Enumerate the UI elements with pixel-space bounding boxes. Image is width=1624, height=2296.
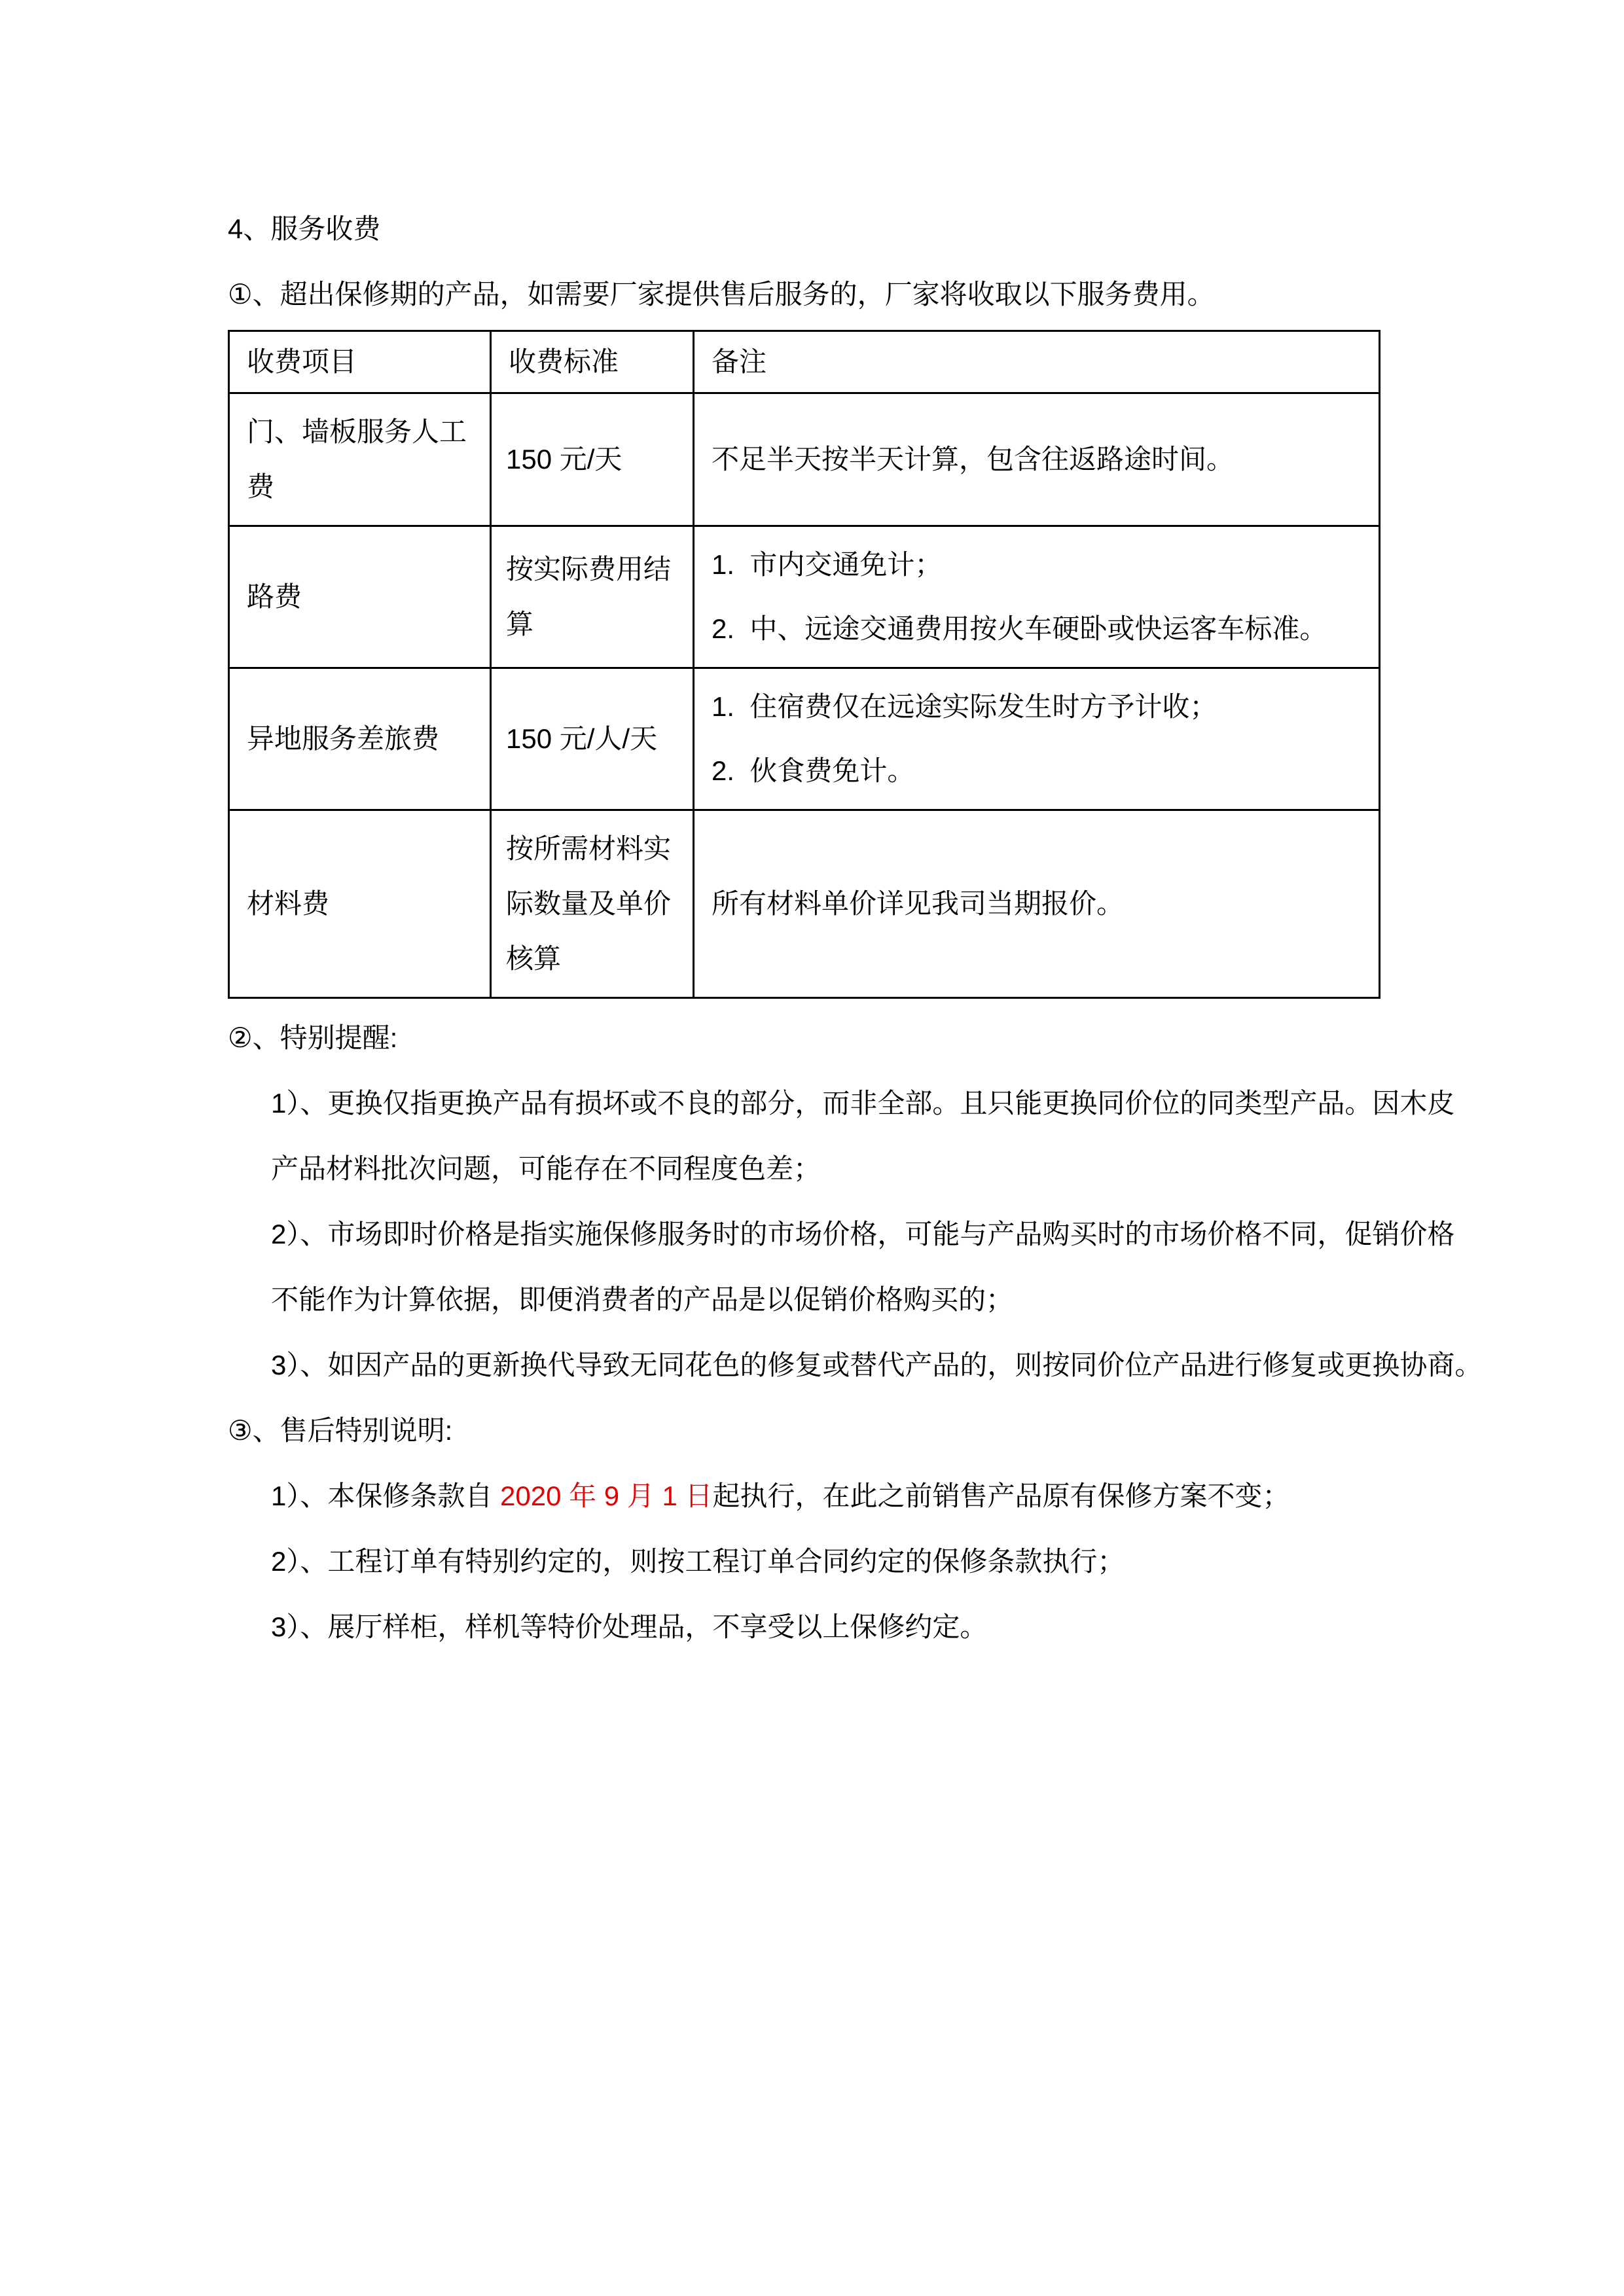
- header-remark: 备注: [694, 331, 1380, 393]
- table-row: [229, 668, 1380, 810]
- list-item-line: 不能作为计算依据，即便消费者的产品是以促销价格购买的；: [271, 1284, 1014, 1315]
- after-sales-list: [271, 1463, 1537, 1660]
- remark-line: 1. 市内交通免计；: [712, 549, 943, 580]
- clause-text: 1）、本保修条款自: [271, 1480, 501, 1511]
- list-item: 3）、展厅样柜，样机等特价处理品，不享受以上保修约定。: [271, 1611, 988, 1642]
- list-item: 2）、工程订单有特别约定的，则按工程订单合同约定的保修条款执行；: [271, 1546, 1125, 1577]
- document-body: [228, 196, 1537, 1660]
- remark-cell: [694, 668, 1380, 810]
- special-reminder-heading: ②、特别提醒:: [228, 1022, 398, 1053]
- intro-paragraph: ①、超出保修期的产品，如需要厂家提供售后服务的，厂家将收取以下服务费用。: [228, 279, 1215, 310]
- special-reminder-list: [271, 1071, 1537, 1398]
- table-row: [229, 810, 1380, 998]
- remark-line: 2. 中、远途交通费用按火车硬卧或快运客车标准。: [712, 613, 1327, 644]
- service-fee-table: [228, 330, 1380, 999]
- remark-line: 1. 住宿费仅在远途实际发生时方予计收；: [712, 691, 1218, 722]
- table-header-row: [229, 331, 1380, 393]
- header-fee-item: 收费项目: [229, 331, 491, 393]
- list-item: [271, 1202, 1537, 1333]
- fee-standard-cell: 150 元/人/天: [491, 668, 694, 810]
- clause-text: 起执行，在此之前销售产品原有保修方案不变；: [712, 1480, 1290, 1511]
- fee-item-cell: 材料费: [229, 810, 491, 998]
- list-item-line: 2）、市场即时价格是指实施保修服务时的市场价格，可能与产品购买时的市场价格不同，促销价格: [271, 1219, 1455, 1249]
- remark-cell: [694, 393, 1380, 526]
- section-heading: 4、服务收费: [228, 213, 381, 244]
- fee-item-cell: 门、墙板服务人工费: [229, 393, 491, 526]
- remark-line: 不足半天按半天计算，包含往返路途时间。: [712, 444, 1235, 475]
- list-item-line: 产品材料批次问题，可能存在不同程度色差；: [271, 1153, 821, 1184]
- remark-line: 2. 伙食费免计。: [712, 755, 915, 786]
- list-item: [271, 1463, 1537, 1529]
- list-item-line: 3）、如因产品的更新换代导致无同花色的修复或替代产品的，则按同价位产品进行修复或更换协商。: [271, 1350, 1483, 1380]
- list-item-line: 1）、更换仅指更换产品有损坏或不良的部分，而非全部。且只能更换同价位的同类型产品。因木皮: [271, 1088, 1455, 1119]
- table-row: [229, 526, 1380, 668]
- list-item: [271, 1071, 1537, 1202]
- remark-line: 所有材料单价详见我司当期报价。: [712, 888, 1125, 919]
- fee-item-cell: 异地服务差旅费: [229, 668, 491, 810]
- table-row: [229, 393, 1380, 526]
- effective-date-highlight: 2020 年 9 月 1 日: [500, 1480, 713, 1511]
- fee-item-cell: 路费: [229, 526, 491, 668]
- after-sales-heading: ③、售后特别说明:: [228, 1415, 453, 1446]
- remark-cell: [694, 526, 1380, 668]
- list-item: [271, 1333, 1537, 1398]
- remark-cell: [694, 810, 1380, 998]
- fee-standard-cell: 150 元/天: [491, 393, 694, 526]
- fee-standard-cell: 按实际费用结算: [491, 526, 694, 668]
- fee-standard-cell: 按所需材料实际数量及单价核算: [491, 810, 694, 998]
- header-fee-standard: 收费标准: [491, 331, 694, 393]
